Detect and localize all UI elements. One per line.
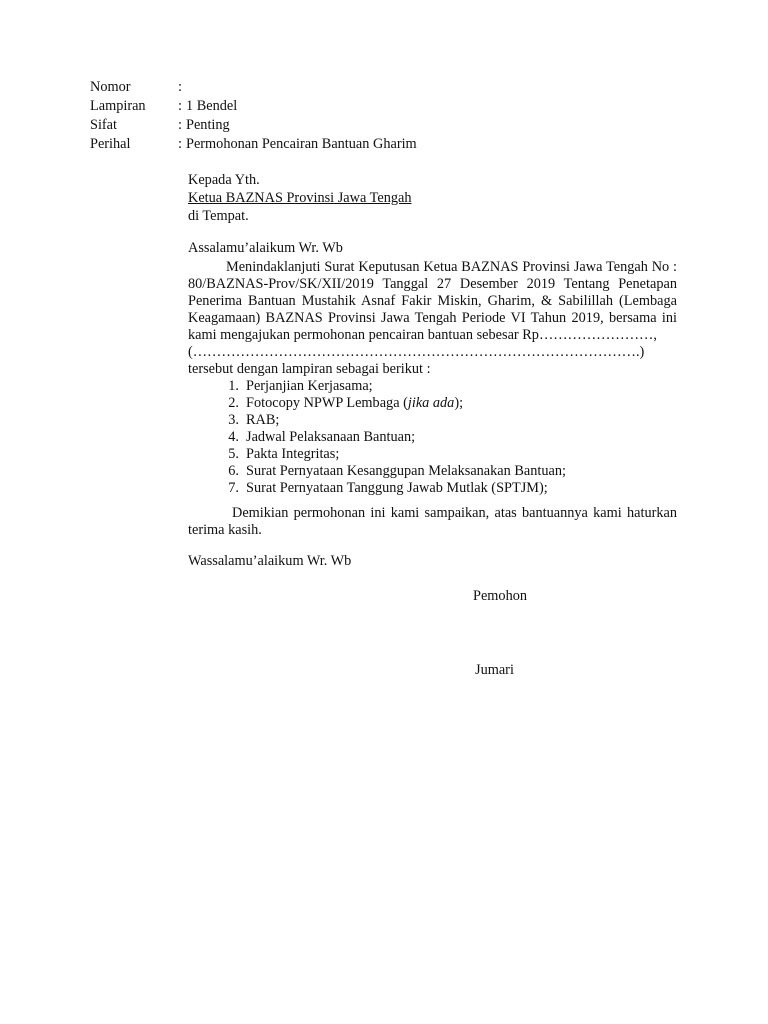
list-item (188, 463, 677, 480)
list-text: Jadwal Pelaksanaan Bantuan; (246, 429, 416, 445)
header-colon: : (178, 136, 182, 152)
recipient-name: Ketua BAZNAS Provinsi Jawa Tengah (188, 190, 412, 206)
header-colon: : (178, 79, 182, 95)
letter-body (188, 172, 677, 571)
header-label: Perihal (90, 136, 131, 152)
header-value: 1 Bendel (186, 98, 238, 114)
list-text: Pakta Integritas; (246, 446, 340, 462)
list-text: Perjanjian Kerjasama; (246, 378, 373, 394)
list-text: Surat Pernyataan Tanggung Jawab Mutlak (SPTJM); (246, 480, 548, 496)
list-item (188, 480, 677, 497)
list-item (188, 378, 677, 395)
header-row-lampiran (90, 98, 417, 117)
farewell: Wassalamu’alaikum Wr. Wb (188, 553, 352, 569)
header-label: Lampiran (90, 98, 146, 114)
signature-name: Jumari (475, 662, 514, 678)
list-item (188, 429, 677, 446)
list-text: RAB; (246, 412, 280, 428)
letter-header (90, 79, 417, 155)
header-row-nomor (90, 79, 417, 98)
list-number: 2. (228, 395, 239, 411)
list-item (188, 412, 677, 429)
list-number: 4. (228, 429, 239, 445)
closing-paragraph: Demikian permohonan ini kami sampaikan, atas bantuannya kami haturkan terima kasih. (188, 505, 677, 538)
list-text-italic: jika ada (407, 395, 455, 411)
signature-role: Pemohon (473, 588, 528, 604)
recipient-salutation: Kepada Yth. (188, 172, 260, 188)
main-paragraph: Menindaklanjuti Surat Keputusan Ketua BAZNAS Provinsi Jawa Tengah No : 80/BAZNAS-Prov/SK/XII/2019 Tanggal 27 Desember 2019 Tentang Penetapan Penerima Bantuan Mustahik Asnaf Fakir Miskin, Gharim, & Sabilillah (Lembaga Keagamaan) BAZNAS Provinsi Jawa Tengah Periode VI Tahun 2019, bersama ini kami mengajukan permohonan pencairan bantuan sebesar Rp……………………, (188, 259, 677, 343)
list-number: 7. (228, 480, 239, 496)
recipient-place: di Tempat. (188, 208, 249, 224)
list-number: 1. (228, 378, 239, 394)
header-colon: : (178, 98, 182, 114)
list-text-main: Fotocopy NPWP Lembaga ( (246, 395, 408, 411)
list-number: 5. (228, 446, 239, 462)
attachment-list (188, 378, 677, 497)
list-number: 3. (228, 412, 239, 428)
list-number: 6. (228, 463, 239, 479)
list-item (188, 446, 677, 463)
header-value: Penting (186, 117, 230, 133)
greeting: Assalamu’alaikum Wr. Wb (188, 240, 343, 256)
header-value: Permohonan Pencairan Bantuan Gharim (186, 136, 417, 152)
attachment-intro: tersebut dengan lampiran sebagai berikut : (188, 361, 431, 377)
header-colon: : (178, 117, 182, 133)
list-item (188, 395, 677, 412)
header-row-sifat (90, 117, 417, 136)
list-text-suffix: ); (454, 395, 464, 411)
amount-in-words: (………………………………………………………………………………….) (188, 344, 645, 360)
header-label: Nomor (90, 79, 131, 95)
header-label: Sifat (90, 117, 118, 133)
list-text: Surat Pernyataan Kesanggupan Melaksanakan Bantuan; (246, 463, 566, 479)
list-text (246, 395, 463, 412)
header-row-perihal (90, 136, 417, 155)
